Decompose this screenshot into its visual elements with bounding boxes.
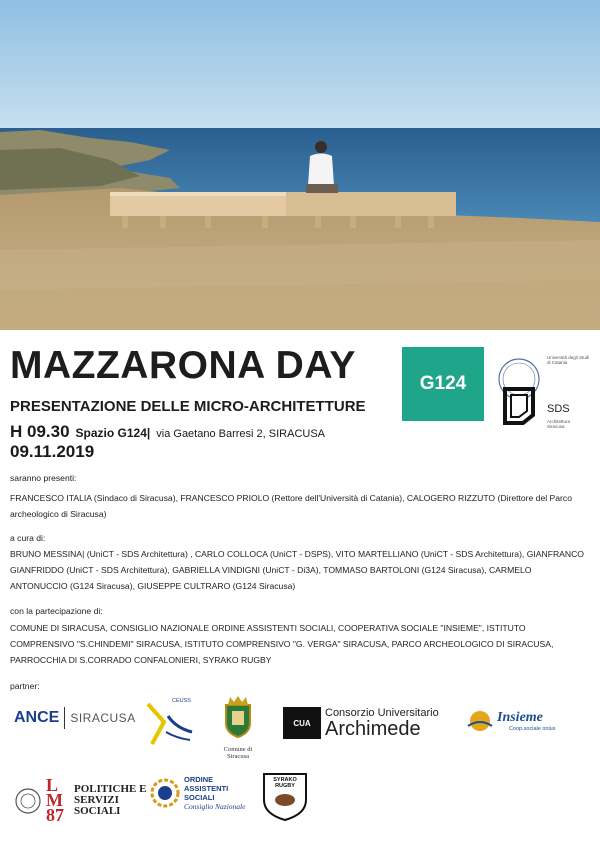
sds-sub: Architettura Siracusa	[547, 419, 571, 429]
lm87-logo	[14, 775, 154, 825]
event-date: 09.11.2019	[10, 442, 95, 461]
syrako-name: SYRAKO RUGBY	[273, 777, 297, 789]
g124-logo-text: G124	[419, 373, 467, 394]
lm87-code: LM 87	[46, 775, 64, 825]
insieme-sub: Coop.sociale onlus	[509, 726, 556, 732]
sds-university: Università degli Studi di Catania	[547, 355, 590, 365]
event-subtitle: PRESENTAZIONE DELLE MICRO-ARCHITETTURE	[10, 398, 366, 415]
event-title: MAZZARONA DAY	[10, 344, 356, 387]
comune-caption: Comune di Siracusa	[223, 746, 253, 760]
g124-logo	[402, 347, 484, 421]
ordine-logo	[150, 775, 245, 811]
cua-logo	[283, 707, 439, 739]
ordine-line2: ASSISTENTI	[184, 784, 229, 793]
ordine-line4: Consiglio Nazionale	[184, 802, 246, 811]
sds-logo	[497, 345, 597, 435]
sds-text: SDS	[547, 403, 570, 415]
comune-logo	[212, 695, 264, 760]
ceuss-name: CEUSS	[172, 698, 191, 704]
insieme-name: Insieme	[497, 710, 543, 725]
ordine-line3: SOCIALI	[184, 793, 215, 802]
cua-line1: Consorzio Universitario	[325, 707, 439, 719]
cua-box: CUA	[283, 707, 321, 739]
ance-name: ANCE	[14, 709, 60, 726]
lm87-text: POLITICHE E SERVIZI SOCIALI	[74, 783, 147, 817]
hero-photo	[0, 0, 600, 330]
insieme-logo	[466, 710, 555, 732]
partecipazione-label: con la partecipazione di:	[10, 606, 103, 616]
cura-text: BRUNO MESSINA| (UniCT - SDS Architettura) , CARLO COLLOCA (UniCT - DSPS), VITO MARTELLIANO (UniCT - SDS Architettura), GIANFRANCO GIANFRIDDO (UniCT - SDS Architettura), GABRIELLA VINDIGNI (UniCT - Di3A), TOMMASO BARTOLONI (G124 Siracusa), CARMELO ANTONUCCIO (G124 Siracusa), GIUSEPPE CULTRARO (G124 Siracusa)	[10, 549, 584, 591]
ance-city: SIRACUSA	[70, 711, 136, 725]
event-venue: Spazio G124|	[75, 426, 151, 440]
ceuss-logo	[142, 698, 198, 750]
ordine-line1: ORDINE	[184, 775, 214, 784]
ance-divider	[64, 707, 65, 729]
cua-line2: Archimede	[325, 718, 421, 740]
partner-label: partner:	[10, 681, 40, 691]
ance-logo	[14, 707, 136, 729]
event-address: via Gaetano Barresi 2, SIRACUSA	[156, 428, 326, 440]
presenti-text: FRANCESCO ITALIA (Sindaco di Siracusa), FRANCESCO PRIOLO (Rettore dell'Università di Catania), CALOGERO RIZZUTO (Direttore del Parco archeologico di Siracusa)	[10, 493, 572, 519]
presenti-label: saranno presenti:	[10, 473, 77, 483]
time-venue-line	[10, 422, 325, 442]
event-time: H 09.30	[10, 422, 70, 441]
partecipazione-text: COMUNE DI SIRACUSA, CONSIGLIO NAZIONALE ORDINE ASSISTENTI SOCIALI, COOPERATIVA SOCIALE "INSIEME", ISTITUTO COMPRENSIVO "S.CHINDEMI" SIRACUSA, ISTITUTO COMPRENSIVO "G. VERGA" SIRACUSA, PARCO ARCHEOLOGICO DI SIRACUSA, PARROCCHIA DI S.CORRADO CONFALONIERI, SYRAKO RUGBY	[10, 623, 554, 665]
syrako-logo	[260, 770, 310, 822]
cura-label: a cura di:	[10, 533, 46, 543]
